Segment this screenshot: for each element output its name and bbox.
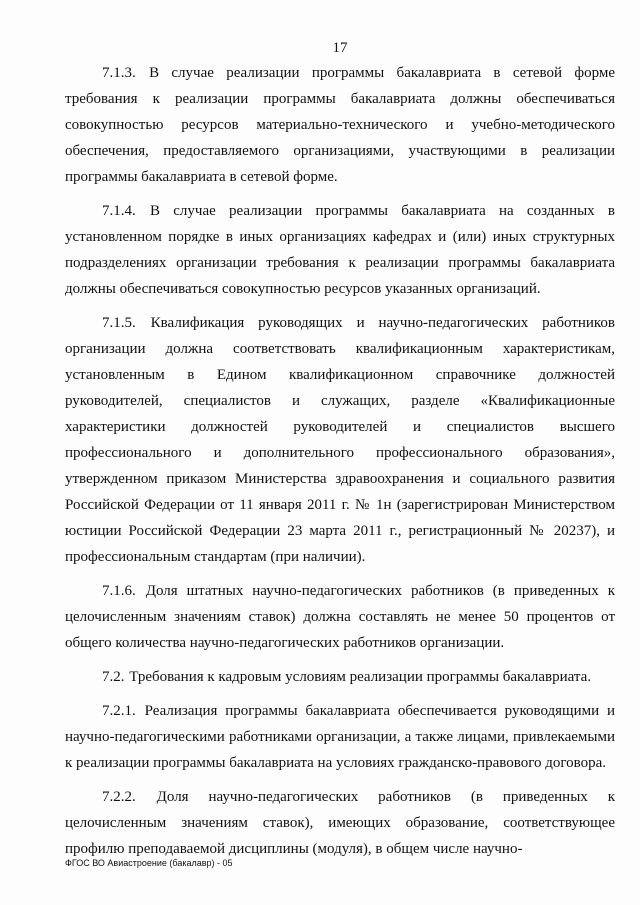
paragraph-number: 7.2.2. <box>102 789 136 805</box>
paragraph-number: 7.1.5. <box>102 315 136 331</box>
paragraph-text: Реализация программы бакалавриата обеспечивается руководящими и научно-педагогическими работниками организации, а также лицами, привлекаемыми к реализации программы бакалавриата на условиях гражданско-правового договора. <box>65 703 615 771</box>
paragraph-text: В случае реализации программы бакалавриата на созданных в установленном порядке в иных организациях кафедрах и (или) иных структурных подразделениях организации требования к реализации программы бакалавриата должны обеспечиваться совокупностью ресурсов указанных организаций. <box>65 203 615 297</box>
document-body <box>65 60 615 870</box>
paragraph-7-2 <box>65 664 615 690</box>
page-number: 17 <box>332 40 348 56</box>
paragraph-text: Требования к кадровым условиям реализации программы бакалавриата. <box>129 669 592 685</box>
paragraph-number: 7.2.1. <box>102 703 136 719</box>
footer-text: ФГОС ВО Авиастроение (бакалавр) - 05 <box>65 858 233 868</box>
paragraph-7-1-3 <box>65 60 615 190</box>
paragraph-number: 7.1.3. <box>102 65 136 81</box>
paragraph-7-2-2 <box>65 784 615 862</box>
paragraph-7-1-4 <box>65 198 615 302</box>
paragraph-number: 7.2. <box>102 669 125 685</box>
paragraph-text: Доля научно-педагогических работников (в приведенных к целочисленным значениям ставок), имеющих образование, соответствующее профилю преподаваемой дисциплины (модуля), в общем числе научно- <box>65 789 615 857</box>
paragraph-number: 7.1.6. <box>102 583 136 599</box>
paragraph-text: Квалификация руководящих и научно-педагогических работников организации должна соответствовать квалификационным характеристикам, установленным в Едином квалификационном справочнике должностей руководителей, специалистов и служащих, разделе «Квалификационные характеристики должностей руководителей и специалистов высшего профессионального и дополнительного профессионального образования», утвержденном приказом Министерства здравоохранения и социального развития Российской Федерации от 11 января 2011 г. № 1н (зарегистрирован Министерством юстиции Российской Федерации 23 марта 2011 г., регистрационный № 20237), и профессиональным стандартам (при наличии). <box>65 315 615 565</box>
paragraph-text: Доля штатных научно-педагогических работников (в приведенных к целочисленным значениям ставок) должна составлять не менее 50 процентов от общего количества научно-педагогических работников организации. <box>65 583 615 651</box>
paragraph-number: 7.1.4. <box>102 203 136 219</box>
paragraph-7-1-6 <box>65 578 615 656</box>
paragraph-text: В случае реализации программы бакалавриата в сетевой форме требования к реализации программы бакалавриата должны обеспечиваться совокупностью ресурсов материально-технического и учебно-методического обеспечения, предоставляемого организациями, участвующими в реализации программы бакалавриата в сетевой форме. <box>65 65 616 185</box>
paragraph-7-2-1 <box>65 698 615 776</box>
paragraph-7-1-5 <box>65 310 615 570</box>
